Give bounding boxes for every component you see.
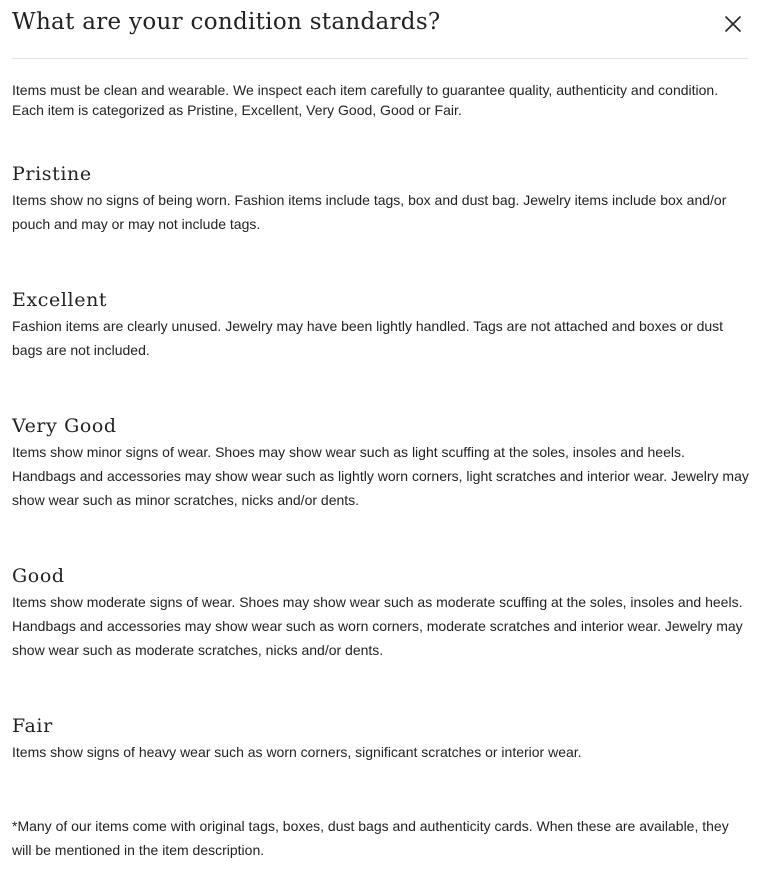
modal-header (12, 0, 748, 59)
condition-description: Items show minor signs of wear. Shoes may show wear such as light scuffing at the soles, insoles and heels. Handbags and accessories may show wear such as lightly worn corners, light scratches and interior wear. Jewelry may show wear such as minor scratches, nicks and/or dents. (12, 444, 749, 508)
condition-description: Items show signs of heavy wear such as worn corners, significant scratches or interior wear. (12, 744, 582, 760)
condition-section-very-good (12, 412, 752, 512)
condition-title: Good (12, 565, 65, 587)
footnote-text: *Many of our items come with original tags, boxes, dust bags and authenticity cards. When these are available, they will be mentioned in the item description. (12, 818, 729, 858)
condition-title: Pristine (12, 163, 92, 185)
condition-section-pristine (12, 160, 752, 236)
condition-title: Excellent (12, 289, 108, 311)
close-button[interactable] (722, 13, 744, 35)
condition-section-fair (12, 712, 582, 764)
condition-title: Fair (12, 715, 53, 737)
condition-description: Fashion items are clearly unused. Jewelry may have been lightly handled. Tags are not attached and boxes or dust bags are not included. (12, 318, 724, 358)
condition-description: Items show no signs of being worn. Fashion items include tags, box and dust bag. Jewelry items include box and/or pouch and may or may not include tags. (12, 192, 727, 232)
condition-section-excellent (12, 286, 752, 362)
condition-section-good (12, 562, 752, 662)
modal-title: What are your condition standards? (12, 9, 441, 35)
close-icon (722, 13, 744, 35)
modal-body (12, 80, 752, 858)
condition-title: Very Good (12, 415, 117, 437)
condition-description: Items show moderate signs of wear. Shoes may show wear such as moderate scuffing at the soles, insoles and heels. Handbags and accessories may show wear such as worn corners, moderate scratches and interior wear. Jewelry may show wear such as moderate scratches, nicks and/or dents. (12, 594, 743, 658)
intro-text: Items must be clean and wearable. We inspect each item carefully to guarantee quality, authenticity and condition. Each item is categorized as Pristine, Excellent, Very Good, Good or Fair. (12, 82, 719, 118)
